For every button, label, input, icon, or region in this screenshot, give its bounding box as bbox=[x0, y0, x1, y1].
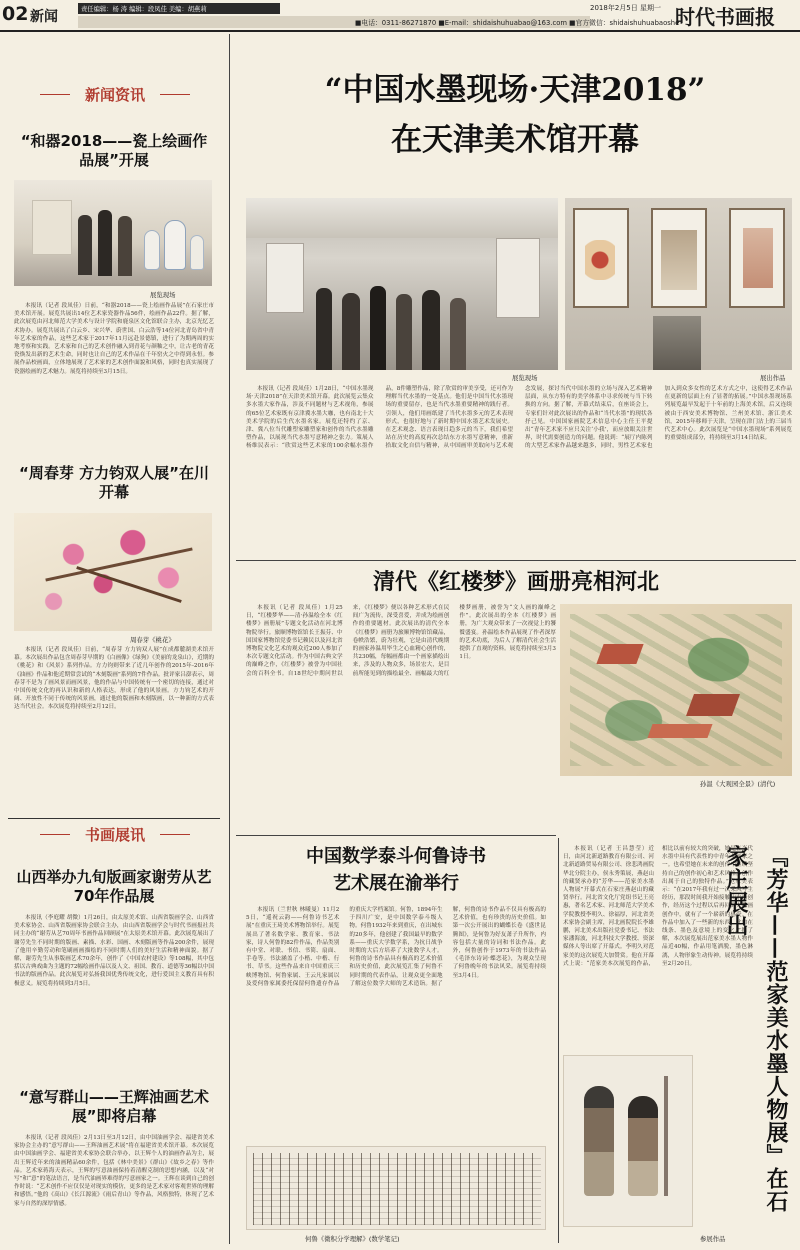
section-divider bbox=[236, 560, 796, 561]
lower-caption: 何鲁《微积分学理解》(数学笔记) bbox=[305, 1235, 400, 1243]
mid-body-text: 本报讯（记者 段凤佳）1月25日，“红楼梦华——清·孙温绘全本《红楼梦》画册展”专题文化活动在河北博物院举行。旅顺博物馆馆长王振芬、中国国家博物馆党委书记赖民以及河北省博物院文化艺术的观众近200人参加了本次专题文化活动。作为中国古典文学的巅峰之作，《红楼梦》被誉为中国社会的百科全书。自18世纪中期问世以来，《红楼梦》便以各种艺术形式在民间广为流传，深受喜爱，并成为绘画创作的重要题材。此次展出的清代全本《红楼梦》画册为旅顺博物馆馆藏品，卷帙浩繁，蔚为壮观，它是由清代晚期的画家孙温用毕生之心血精心创作的，共230幅，每幅画都由一个画家描绘出来，涉及的人物众多，场景宏大，是目前所能见到的描绘最全、画幅最大的红楼梦画册，被誉为“文人画的巅峰之作”。此次展出的全本《红楼梦》画册，为广大观众带来了一次视觉上的饕餮盛宴。孙温绘本作品展现了作者深厚的艺术功底，为后人了解清代社会生活提供了直观的资料。展览将持续至3月31日。 bbox=[246, 605, 556, 677]
right-painting bbox=[563, 1055, 693, 1227]
pavilion bbox=[686, 694, 740, 716]
inscription bbox=[664, 1076, 668, 1196]
lower-calligraphy bbox=[246, 1146, 546, 1230]
visitor-figure bbox=[342, 293, 360, 370]
garden-landscape bbox=[570, 614, 782, 766]
visitor-figure bbox=[422, 290, 440, 370]
art1-caption: 展览现场 bbox=[150, 291, 176, 299]
art-banner bbox=[40, 824, 190, 846]
lower-title-2: 艺术展在渝举行 bbox=[333, 873, 459, 894]
art4-title: “意写群山——王辉油画艺术展”即将启幕 bbox=[19, 1088, 209, 1125]
lead-photo-1 bbox=[246, 198, 558, 370]
mid-body bbox=[246, 604, 556, 834]
news-banner-label: 新闻资讯 bbox=[70, 84, 160, 105]
lead-caption-1: 展览现场 bbox=[512, 374, 538, 382]
visitor-figure bbox=[450, 298, 466, 370]
porcelain-vase bbox=[144, 230, 160, 270]
lead-title-1: “中国水墨现场·天津2018” bbox=[324, 72, 706, 108]
visitor-figure bbox=[118, 216, 132, 276]
ceiling bbox=[246, 198, 558, 238]
masthead-logo: 时代书画报 bbox=[675, 5, 775, 29]
peach-blossom-art bbox=[14, 513, 212, 631]
visitor-figure bbox=[370, 286, 386, 370]
visitor-figure bbox=[316, 288, 332, 370]
editors: 责任编辑：杨 涛 编辑：段凤佳 美编：胡燕莉 bbox=[81, 6, 207, 13]
wall-scroll bbox=[266, 243, 304, 313]
art3-body bbox=[14, 914, 214, 1070]
art2-body-text: 本报讯（记者 段凤佳）日前，“周春芽 方力钧双人展”在成都麓湖美术馆开幕。本次展出作品包含周春芽早期的《白画像》《绿狗》《美丽的龙泉山》，近期的《桃花》和《风景》系列作品。方力钧则带来了近几年创作的2015年-2016年《油画》作品和他近期常尝试的“木刻版画”系列的7件作品。批评家吕澎表示，周春芽不是为了画风景而画风景，他的作品与中国传统有一个密切的连接，通过对中国传统文化的再认识和新的人格表达，形成了他的风景画。方力钧艺术的开阔、开放性不同于传统的风景画，通过他的版画和木刻版画，以一种新的方式表达当代社会。本次展览将持续至2月12日。 bbox=[14, 647, 214, 711]
hung-painting bbox=[573, 208, 629, 308]
art2-title: “周春芽 方力钧双人展”在川开幕 bbox=[19, 464, 209, 501]
art1-photo bbox=[14, 180, 212, 286]
editors-bar bbox=[78, 3, 280, 14]
art2-caption: 周春芽《桃花》 bbox=[130, 636, 175, 644]
visitor-figure bbox=[98, 210, 112, 276]
art2-painting bbox=[14, 513, 212, 631]
section-divider bbox=[236, 835, 556, 836]
painting-motif bbox=[743, 228, 773, 288]
ink-figure bbox=[628, 1096, 658, 1196]
column-divider bbox=[558, 838, 559, 1243]
lead-body-text: 本报讯（记者 段凤佳）1月28日，“中国水墨现场·天津2018”在天津美术馆开幕。此次展览云集众多水墨大家作品，涉及不同题材与艺术视角，参展的65位艺术家既有京津冀水墨大咖，也有南北十大美术学院的后生代水墨名家。展览还特约了京、津、冀八位当代雕塑家雕塑家和创作的当代水墨雕塑作品，以展现当代水墨写意精神之张力。策展人杨维民表示：“欣赏这些艺术家的100余幅水墨作品，8件雕塑作品，除了欣赏的审美享受，还可作为理解当代水墨的一处基点。他们是中国当代水墨现场的重要留存，也是当代水墨重要精神的践行者。引领人，他们用画纸建了当代水墨多元的艺术表现形式，也很好地与了新时期中国水墨艺术发展史。在艺术观念、语言表现日趋多元的当下，我们希望站在历史的高度再次总结东方水墨写意精神，重新拾取文化自信与精神，从中国画审美取向与艺术观念发展，探讨当代中国水墨的立场与深入艺术精神层面，从东方特有的美学体系中寻求传统与当下转换的方向。据了解，开幕式结束后，在座谈会上，专家们针对此次展出的作品和“当代水墨”的现状各抒己见。中国国家画院艺术信息中心主任王平提出“青年艺术家不应只关注‘小我’，而应放眼关注世界，时代需要创造力的问题。他说到：“展厅内陈列的大型艺术家作品越来越多，同时，男性艺术家也加入到众多女性的艺术方式之中，这使得艺术作品在更新的层面上有了显著的拓展。”中国水墨现场系列展览最早发起于十年前的上海美术馆，后又连续被由于西安美术博物馆、兰州美术馆、浙江美术馆，2015年移师于天津，呈现在津门沽上的三届当代艺术中心。此次展览是“中国水墨现场”系列展览的重要组成部分，将持续至3月14日结束。 bbox=[246, 386, 792, 450]
contact-info: ■电话：0311-86271870 ■E-mail：shidaishuhuabao@163.com ■官方微信：shidaishuhuabaoshe bbox=[355, 19, 680, 27]
ink-figure bbox=[584, 1086, 614, 1196]
right-body-text: 本报讯（记者 王昌慧莹）近日，由河北新道路教育有限公司、河北新道路贸易有限公司、徐悲鸿画院华北分院主办，侯永秀策展，燕赵山的藏贤承办的“芳华——范家美水墨人物展”开幕式在石家庄燕赵山的藏贤举行。河北省文化厅党组书记王亮惠，著名艺术家、河北师范大学美术学院教授李明久、徐福厚，河北省美术家协会副主席，河北画院院长李雄鹏，河北美术出版社党委书记、书法家潘海波，河北科技大学教授、资深媒体人等出席了开幕式。李明久对范家美的这次展览大加赞赏。他在开幕式上说：“范家美本次展览的作品，相比以前有较大的突破，她是在当代水墨中具有代表性的中青年女画家之一。也希望她在未来的创作中继续坚持自己的创作初心和艺术风格，创作出属于自己的独特作品。”范家美表示：“在2017年我有过一次采风写生经历，那段时间我开始接触山水画创作，经历这个过程以后再回到人物画创作中，就有了一个崭新的感受。在作品中加入了一些新的东西，比如在线条、墨色及意境上的变化。”据了解，本次展览展出范家美水墨人物作品近40幅，作品用笔洒脱，墨色淋漓，人物形象生动传神。展览将持续至2月20日。 bbox=[563, 846, 753, 967]
lead-title-2: 在天津美术馆开幕 bbox=[391, 122, 639, 158]
left-divider bbox=[8, 818, 220, 819]
lead-caption-2: 展出作品 bbox=[760, 374, 786, 382]
porcelain-vase bbox=[164, 220, 186, 270]
painting-motif bbox=[585, 240, 615, 280]
visitor-figure bbox=[78, 215, 92, 275]
pavilion bbox=[647, 724, 712, 738]
lower-body-text: 本报讯（兰世秋 林曦曼）11月25日，“遥祝云韵——何鲁诗书艺术展”在重庆王琦美术博物馆举行。展览展出了著名数学家、教育家、书法家，诗人何鲁的82件作品，作品类别有中堂、对联、书信、书简、扇面、手卷等。书法涵盖了小楷、中楷、行书、草书。这些作品来自中国重庆三峡博物馆、何鲁家属、王云凡家属以及爱何鲁家属委托保留何鲁遗存作品的重庆大学档案馆。何鲁，1894年生于四川广安，是中国数学泰斗级人物。何鲁1932年来到重庆，在出城东的20多年，他创建了我国最早的数学系——重庆大学数学系，为抗日战争时期的大后方培养了大批数学人才。何鲁的诗书作品具有极高的艺术价值和历史价值，此次展览汇集了何鲁不同时期的代表作品，让观众更全面地了解这位数学大师的艺术造诣。据了解，何鲁的诗书作品不仅具有极高的艺术价值，也有珍贵的历史价值。如第一次公开展出的蝴蝶长卷《盛世昆腾图》，是何鲁为好友萧子升所作，内容包括大量的诗词和书法作品。此外，何鲁创作于1973年的书法作品《毛泽东诗词·蝶恋花》，为观众呈现了何鲁晚年的书法风采。展览将持续至3月4日。 bbox=[246, 907, 546, 987]
pavilion bbox=[596, 644, 643, 664]
visitor-figure bbox=[396, 294, 412, 370]
lead-photo-2 bbox=[565, 198, 792, 370]
page-number: 02 bbox=[2, 3, 29, 25]
right-caption: 参展作品 bbox=[700, 1235, 726, 1243]
section-name: 新闻 bbox=[30, 9, 58, 25]
sculpture bbox=[653, 316, 701, 370]
lead-body bbox=[246, 385, 792, 549]
art4-body bbox=[14, 1134, 214, 1246]
news-banner bbox=[40, 84, 190, 106]
column-divider bbox=[229, 34, 230, 1244]
hung-painting bbox=[651, 208, 707, 308]
lower-body bbox=[246, 906, 546, 1142]
art3-body-text: 本报讯（李庭耀 胡微）1月26日，由太原美术馆、山西省版画学会、山西省美术家协会、山西省版画家协会联合主办，由山西省版画学会与时代书画报社共同主办的“谢劳从艺70周年书画作品回顾展”在太原美术馆开幕。此次展览展出了谢劳先生不同时期的版画、素描、水彩、国画、木刻版画等作品200余件，展现了他用辛勤劳动和笔刷画画描绘的不同时期人们的美好生活和精神面貌。据了解，谢劳先生从事版画艺术70余年，创作了《中国农村建设》等108幅，其中包括以古典戏曲为主题的72幅绘画作品以及人文、祖国、教育、道德等36幅以中国书法的版画作品。此次展览对弘扬我国优秀传统文化，进行爱国主义教育具有积极意义。展览将持续到3月5日。 bbox=[14, 915, 214, 987]
art1-body-text: 本报讯（记者 段凤佳）日前，“和器2018——瓷上绘画作品展”在石家庄市美术馆开展。展览共展出14位艺术家瓷器作品56件，绘画作品22件。据了解，此次展览由河北师范大学美术与设计学院和鹿泉区文化馆联合主办，北京光忆艺术协办。展览共展出了白云乡、宋兴华、蔚世国、白云浩等14位河北青岛省中青年艺术家的作品，这些艺术家于2017年11月远赴景德镇，进行了为期两周的实地考察和实践。艺术家和自己的艺术创作融入到青花与颜釉之中，让古老的青花瓷焕发出新的艺术生命，同时也让自己的艺术作品在千年窑火之中得到永恒。参展作品校画面，立体地展现了艺术家的艺术创作面貌和风格，同时也真实展现了瓷器绘画的艺术魅力。展览将持续至3月15日。 bbox=[14, 303, 214, 375]
art-banner-label: 书画展讯 bbox=[70, 824, 160, 845]
mid-caption: 孙温《大观园全景》(清代) bbox=[700, 780, 776, 788]
wall-scroll bbox=[496, 238, 540, 318]
issue-date: 2018年2月5日 星期一 bbox=[590, 4, 661, 12]
art1-title: “和器2018——瓷上绘画作品展”开展 bbox=[20, 132, 208, 169]
mid-painting bbox=[560, 604, 792, 776]
right-title: 『芳华——范家美水墨人物展』在石家庄展出 bbox=[723, 845, 789, 1213]
art4-body-text: 本报讯（记者 段凤佳）2月13日至3月12日，由中国油画学会、福建省美术家协会主办的“意写群山——王辉油画艺术展”将在福建省美术馆开幕。本次展览由中国油画学会、福建省美术家协会联合举办，以王辉个人的油画作品为主，展出王辉近年来的油画精品60余件，包括《林中美景》《群山》《故乡之春》等作品。艺术家蒋海天表示，王辉的写意油画保持着清醒克制的思想内涵，以及“对写”和“意”的笔法语言，是当代油画界难得的写意画家之一。王辉在谈到自己的创作时说：“艺术创作不应仅仅是对现实的模仿，更多的是艺术家对客观世界的理解和感悟。”他的《高山》《长江源流》《雨后青山》等作品，风格独特，体现了艺术家与自然的深厚情感。 bbox=[14, 1135, 214, 1207]
wall-painting bbox=[32, 200, 72, 255]
page-header bbox=[0, 0, 800, 32]
art3-title: 山西举办九旬版画家谢劳从艺70年作品展 bbox=[16, 868, 212, 905]
mid-title: 清代《红楼梦》画册亮相河北 bbox=[372, 569, 659, 595]
left-column bbox=[0, 32, 228, 1250]
painting-motif bbox=[661, 230, 697, 290]
lower-title-1: 中国数学泰斗何鲁诗书 bbox=[306, 846, 486, 867]
art2-body bbox=[14, 646, 214, 794]
art1-body bbox=[14, 302, 214, 454]
manuscript-pages bbox=[253, 1153, 541, 1225]
porcelain-vase bbox=[190, 235, 204, 270]
hung-painting bbox=[729, 208, 785, 308]
